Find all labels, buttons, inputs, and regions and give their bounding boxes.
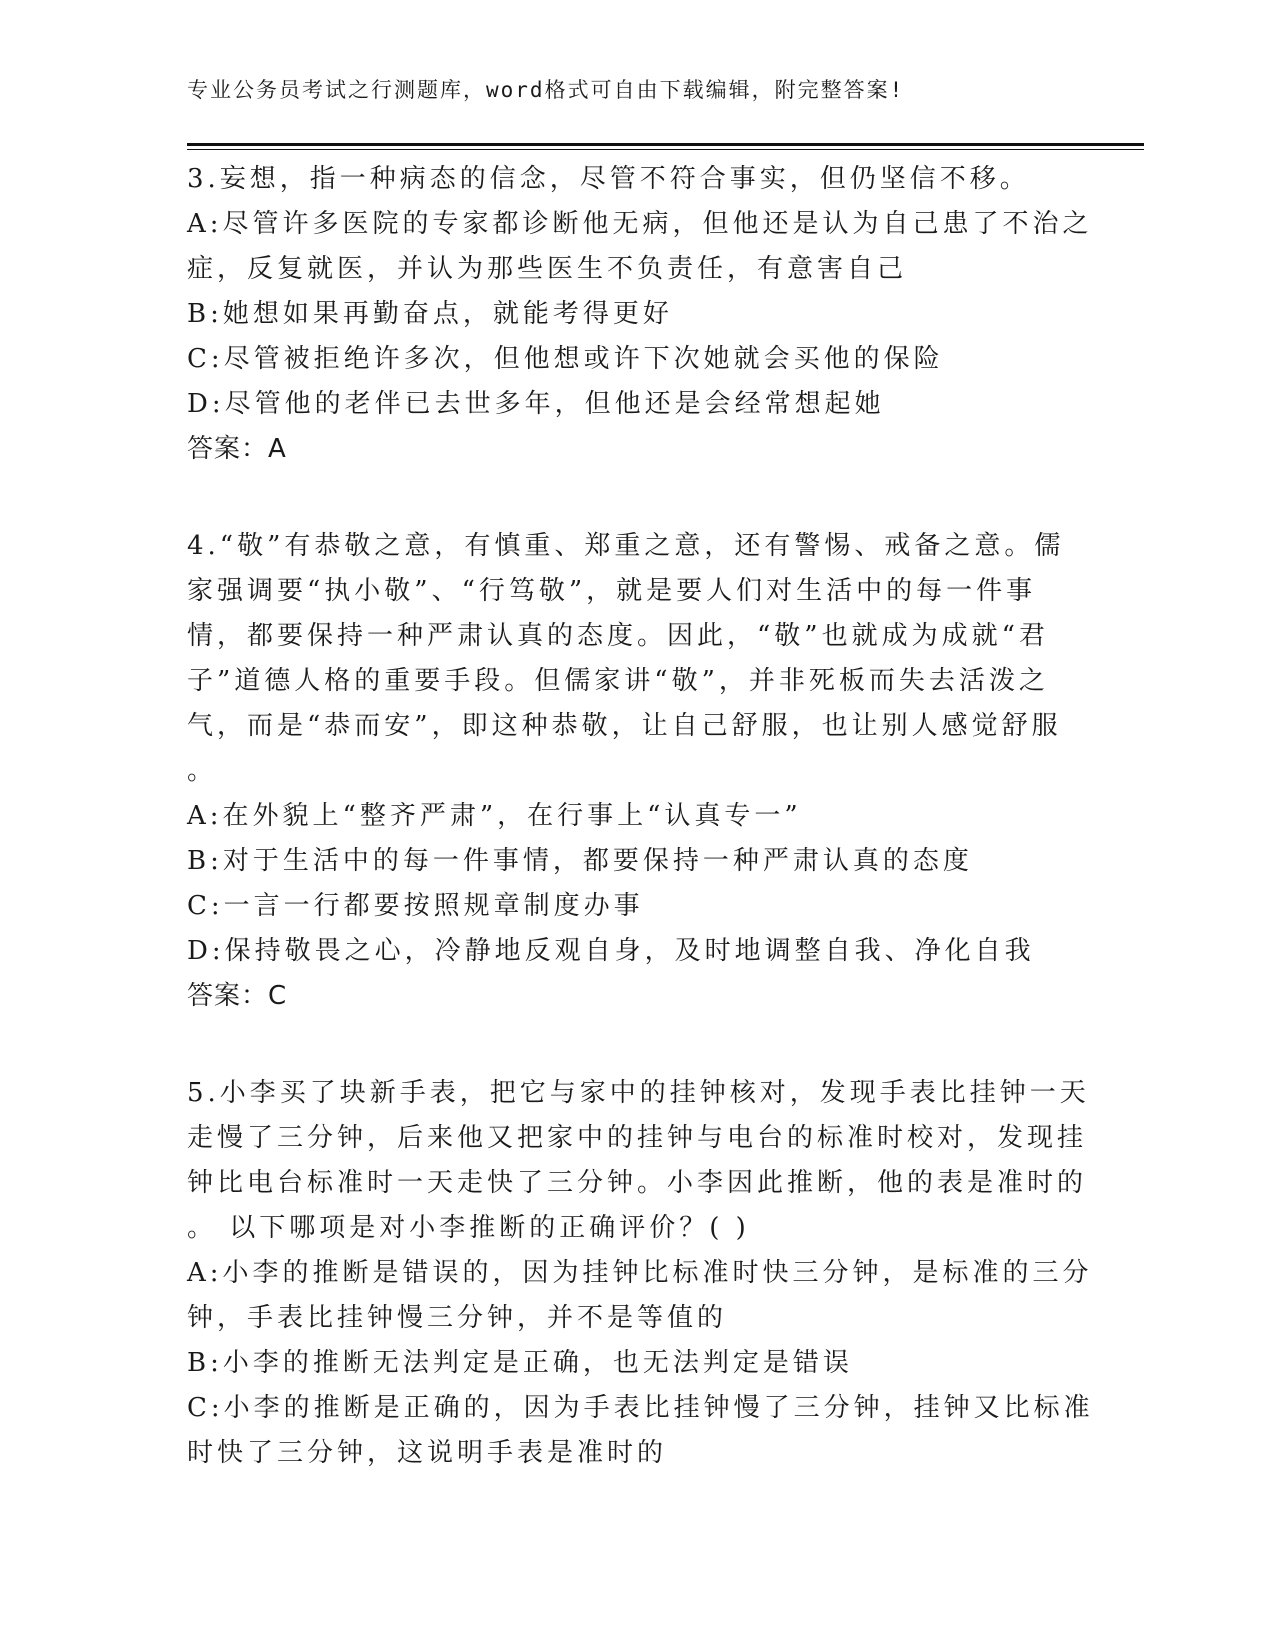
option-line: 时快了三分钟，这说明手表是准时的 [187, 1438, 668, 1468]
option-line: C:一言一行都要按照规章制度办事 [187, 891, 644, 921]
question-stem-line: 钟比电台标准时一天走快了三分钟。小李因此推断，他的表是准时的 [187, 1168, 1088, 1198]
option-line: D:尽管他的老伴已去世多年，但他还是会经常想起她 [187, 389, 885, 419]
header-note: 专业公务员考试之行测题库，word格式可自由下载编辑，附完整答案! [187, 78, 905, 102]
question-stem-line: 子”道德人格的重要手段。但儒家讲“敬”，并非死板而失去活泼之 [187, 666, 1049, 696]
question-stem-line: 。 以下哪项是对小李推断的正确评价？( ) [187, 1213, 750, 1243]
question-spacer [187, 1019, 1087, 1071]
question-block [187, 157, 1093, 472]
question-stem-line: 5.小李买了块新手表，把它与家中的挂钟核对，发现手表比挂钟一天 [187, 1078, 1090, 1108]
option-line: A:在外貌上“整齐严肃”，在行事上“认真专一” [187, 801, 802, 831]
answer-label: 答案：A [187, 434, 287, 464]
question-list [187, 157, 1094, 1476]
option-line: A:小李的推断是错误的，因为挂钟比标准时快三分钟，是标准的三分 [187, 1258, 1093, 1288]
option-line: B:她想如果再勤奋点，就能考得更好 [187, 299, 673, 329]
answer-label: 答案：C [187, 981, 288, 1011]
option-line: C:小李的推断是正确的，因为手表比挂钟慢了三分钟，挂钟又比标准 [187, 1393, 1094, 1423]
question-stem-line: 气，而是“恭而安”，即这种恭敬，让自己舒服，也让别人感觉舒服 [187, 711, 1062, 741]
question-stem-line: 情，都要保持一种严肃认真的态度。因此，“敬”也就成为成就“君 [187, 621, 1049, 651]
question-stem-line: 家强调要“执小敬”、“行笃敬”，就是要人们对生活中的每一件事 [187, 576, 1037, 606]
question-stem-line: 走慢了三分钟，后来他又把家中的挂钟与电台的标准时校对，发现挂 [187, 1123, 1088, 1153]
option-line: A:尽管许多医院的专家都诊断他无病，但他还是认为自己患了不治之 [187, 209, 1093, 239]
option-line: C:尽管被拒绝许多次，但他想或许下次她就会买他的保险 [187, 344, 944, 374]
question-stem-line: 4.“敬”有恭敬之意，有慎重、郑重之意，还有警惕、戒备之意。儒 [187, 531, 1065, 561]
option-line: 钟，手表比挂钟慢三分钟，并不是等值的 [187, 1303, 728, 1333]
question-spacer [187, 472, 1087, 524]
option-line: 症，反复就医，并认为那些医生不负责任，有意害自己 [187, 254, 908, 284]
option-line: B:对于生活中的每一件事情，都要保持一种严肃认真的态度 [187, 846, 973, 876]
question-block [187, 1071, 1094, 1476]
question-stem-line: 3.妄想，指一种病态的信念，尽管不符合事实，但仍坚信不移。 [187, 164, 1030, 194]
option-line: D:保持敬畏之心，冷静地反观自身，及时地调整自我、净化自我 [187, 936, 1035, 966]
header-rule-thin [187, 149, 1144, 150]
question-block [187, 524, 1087, 1019]
question-stem-line: 。 [187, 756, 218, 786]
header-rule-thick [187, 143, 1144, 146]
option-line: B:小李的推断无法判定是正确，也无法判定是错误 [187, 1348, 853, 1378]
